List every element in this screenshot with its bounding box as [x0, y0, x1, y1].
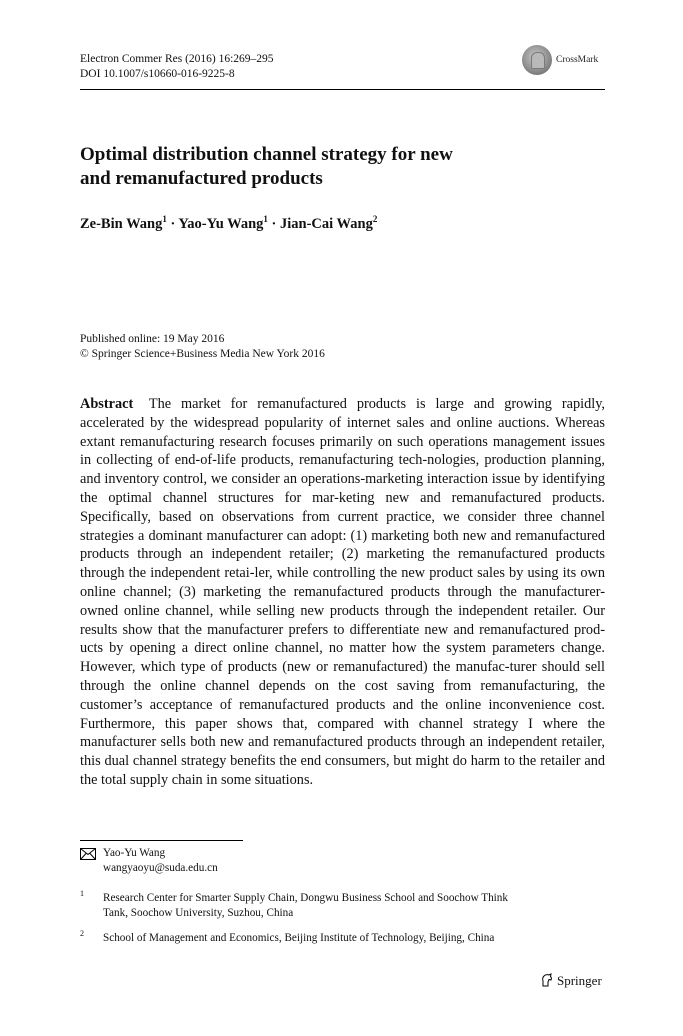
- footnote-rule: [80, 840, 243, 841]
- header-rule: [80, 89, 605, 90]
- affiliation-1: [103, 891, 573, 920]
- envelope-icon: [80, 848, 96, 860]
- publisher-name: Springer: [557, 973, 602, 988]
- abstract: [80, 395, 605, 790]
- affiliation-2: [103, 931, 573, 946]
- author-name[interactable]: Ze-Bin Wang: [80, 216, 163, 232]
- author-name[interactable]: Jian-Cai Wang: [280, 216, 373, 232]
- publisher-logo: [540, 973, 602, 989]
- author-name[interactable]: Yao-Yu Wang: [178, 216, 264, 232]
- author-separator: ·: [267, 216, 281, 232]
- published-online: Published online: 19 May 2016: [80, 333, 225, 345]
- author-affiliation-mark: 2: [372, 214, 378, 224]
- corresponding-author: [103, 846, 218, 875]
- author-affiliation-mark: 1: [263, 214, 268, 224]
- springer-horse-icon: [540, 973, 554, 987]
- title-line-1: Optimal distribution channel strategy for new: [80, 144, 453, 165]
- author-separator: ·: [166, 216, 179, 232]
- copyright-notice: © Springer Science+Business Media New York 2016: [80, 348, 325, 360]
- crossmark-label: CrossMark: [556, 55, 599, 65]
- affiliation-line: Research Center for Smarter Supply Chain, Dongwu Business School and Soochow Think: [103, 892, 508, 904]
- abstract-text: The market for remanufactured products is large and growing rapidly, accelerated by the widespread popularity of internet sales and online auctions. Whereas extant remanufacturing research focuses primarily on such operations management issues in collecting of end-of-life products, remanufacturing tech-nologies, production planning, and inventory control, we consider an operations-marketing interaction issue by identifying the optimal channel structures for mar-keting new and remanufactured products. Specifically, based on observations from current practice, we consider three channel strategies a dominant manufacturer can adopt: (1) marketing both new and remanufactured products through an independent retailer; (2) marketing the remanufactured products through the independent retai-ler, while controlling the new product sales by using its own online channel; (3) marketing the remanufactured products through the manufacturer-owned online channel, while selling new products through the independent retailer. Our results show that the manufacturer prefers to differentiate new and remanufactured prod-ucts by opening a direct online channel, no matter how the system parameters change. However, which type of products (new or remanufactured) the manufac-turer should sell through the online channel depends on the cost saving from remanufacturing, the customer’s acceptance of remanufactured products and the online inconvenience cost. Furthermore, this paper shows that, compared with channel strategy I where the manufacturer sells both new and remanufactured products through an independent retailer, this dual channel strategy benefits the end consumers, but might do harm to the retailer and the total supply chain in some situations.: [80, 396, 605, 788]
- doi[interactable]: DOI 10.1007/s10660-016-9225-8: [80, 68, 235, 80]
- affiliation-line: Tank, Soochow University, Suzhou, China: [103, 906, 294, 919]
- crossmark-icon: [522, 45, 552, 75]
- corresponding-name: Yao-Yu Wang: [103, 847, 166, 859]
- title-line-2: and remanufactured products: [80, 168, 323, 189]
- affiliation-line: School of Management and Economics, Beijing Institute of Technology, Beijing, China: [103, 932, 495, 944]
- abstract-heading: Abstract: [80, 396, 134, 412]
- journal-citation: Electron Commer Res (2016) 16:269–295: [80, 53, 274, 65]
- author-list: [80, 214, 377, 233]
- affiliation-number: 1: [80, 889, 84, 898]
- corresponding-email[interactable]: wangyaoyu@suda.edu.cn: [103, 861, 218, 874]
- article-title: [80, 143, 580, 191]
- crossmark-badge[interactable]: [522, 45, 610, 77]
- author-affiliation-mark: 1: [162, 214, 167, 224]
- affiliation-number: 2: [80, 929, 84, 938]
